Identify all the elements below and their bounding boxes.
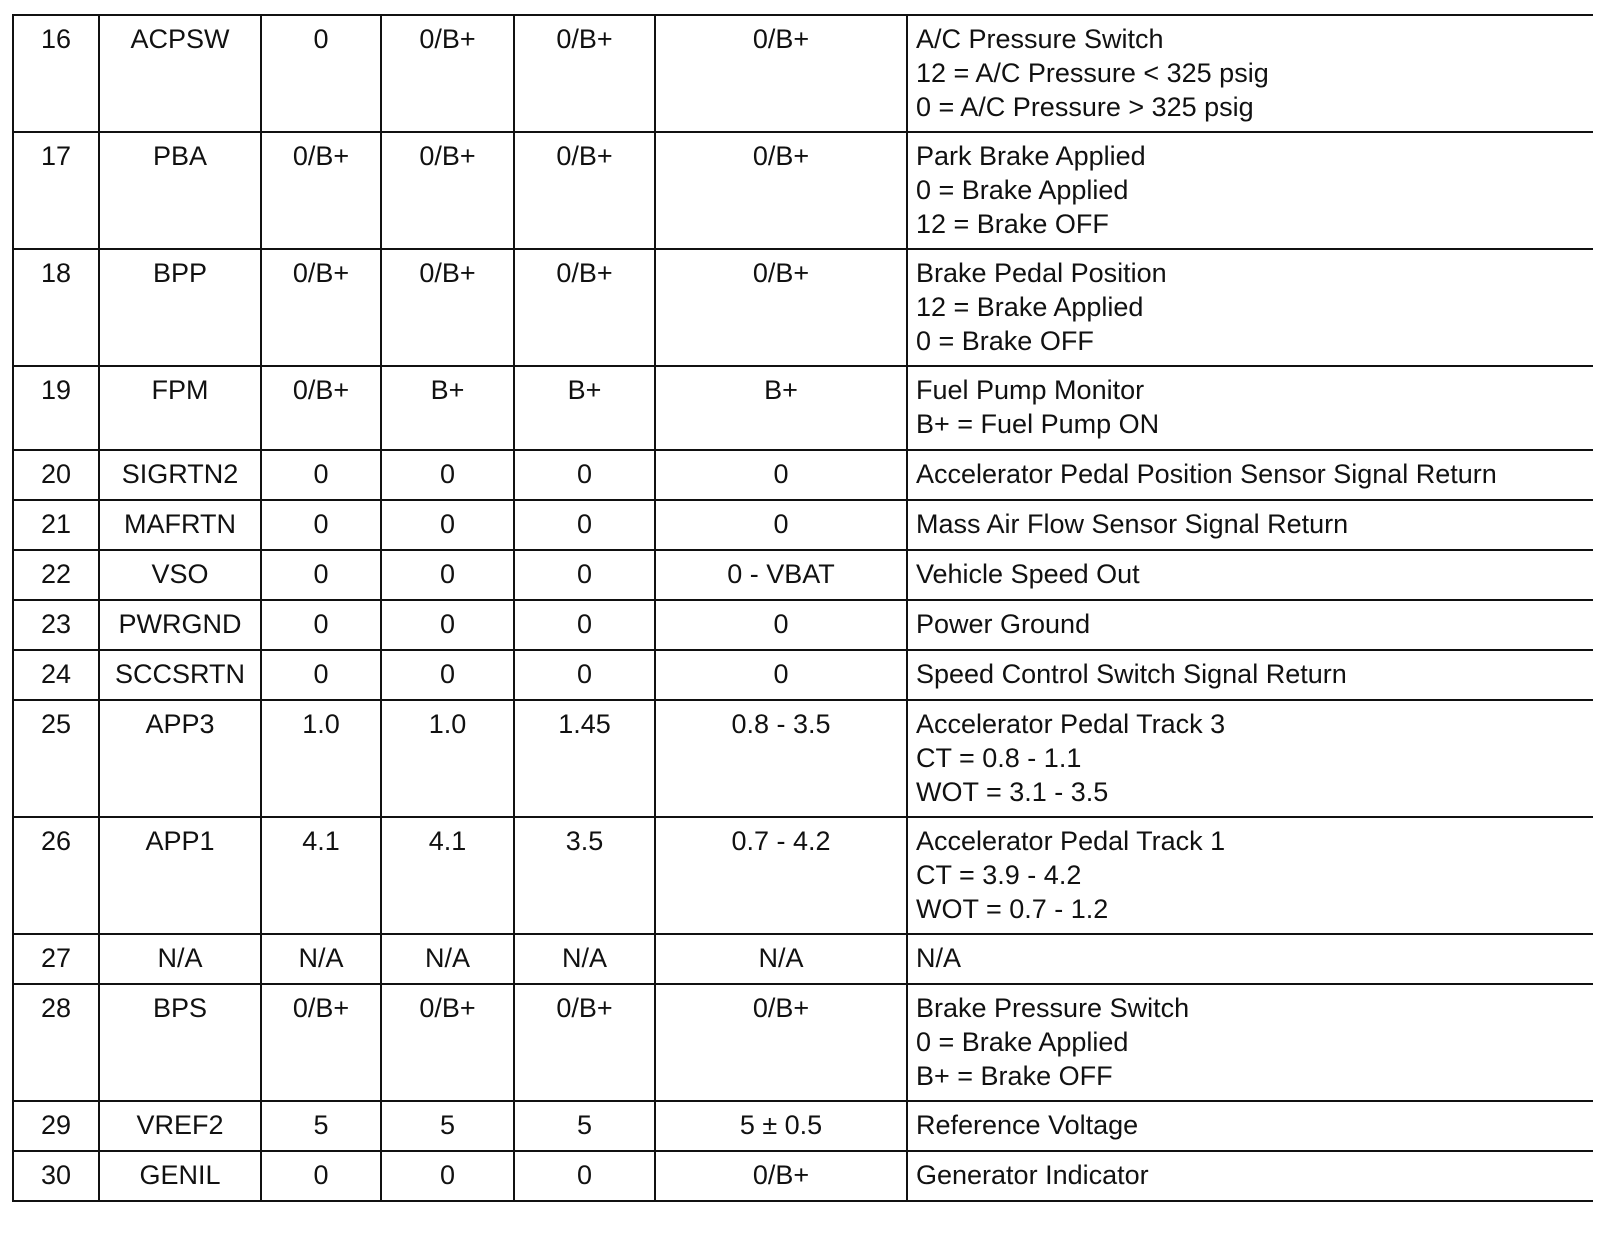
description-cell [907,15,1593,132]
description-line: A/C Pressure Switch [916,24,1164,54]
value-1-cell: 0 [261,550,381,600]
signal-name-cell: SCCSRTN [99,650,261,700]
value-2-cell: N/A [381,934,514,984]
signal-name-cell: FPM [99,366,261,450]
table-row [13,700,1593,817]
value-1-cell: 0 [261,650,381,700]
value-2-cell: 0 [381,650,514,700]
signal-name-cell: BPP [99,249,261,366]
description-cell [907,132,1593,249]
signal-name-cell: VREF2 [99,1101,261,1151]
value-2-cell: 0/B+ [381,984,514,1101]
description-cell [907,249,1593,366]
description-line: Fuel Pump Monitor [916,375,1145,405]
description-line: CT = 3.9 - 4.2 [916,860,1082,890]
description-cell [907,450,1593,500]
table-row [13,984,1593,1101]
value-2-cell: 0 [381,600,514,650]
value-1-cell: 1.0 [261,700,381,817]
description-line: Accelerator Pedal Track 1 [916,826,1226,856]
table-row [13,934,1593,984]
description-line: 12 = A/C Pressure < 325 psig [916,58,1269,88]
signal-name-cell: BPS [99,984,261,1101]
table-row [13,650,1593,700]
pin-number-cell: 24 [13,650,99,700]
table-row [13,1151,1593,1201]
value-3-cell: 0/B+ [514,15,655,132]
description-line: Accelerator Pedal Track 3 [916,709,1226,739]
value-1-cell: 5 [261,1101,381,1151]
description-line: Mass Air Flow Sensor Signal Return [916,509,1349,539]
description-line: Accelerator Pedal Position Sensor Signal Return [916,459,1497,489]
description-line: Vehicle Speed Out [916,559,1140,589]
description-cell [907,700,1593,817]
value-range-cell: N/A [655,934,907,984]
signal-name-cell: PBA [99,132,261,249]
pin-table-body [13,15,1593,1201]
description-line: Brake Pedal Position [916,258,1167,288]
table-row [13,1101,1593,1151]
description-cell [907,500,1593,550]
value-2-cell: 4.1 [381,817,514,934]
value-3-cell: 0 [514,450,655,500]
pin-number-cell: 22 [13,550,99,600]
value-range-cell: 0 [655,450,907,500]
description-line: B+ = Fuel Pump ON [916,409,1160,439]
value-range-cell: 0 [655,500,907,550]
value-1-cell: 4.1 [261,817,381,934]
value-2-cell: 0 [381,450,514,500]
table-row [13,600,1593,650]
signal-name-cell: APP3 [99,700,261,817]
description-cell [907,984,1593,1101]
pin-number-cell: 17 [13,132,99,249]
description-line: Reference Voltage [916,1110,1139,1140]
value-2-cell: 0/B+ [381,132,514,249]
value-2-cell: B+ [381,366,514,450]
description-cell [907,1151,1593,1201]
value-3-cell: 5 [514,1101,655,1151]
value-2-cell: 0/B+ [381,249,514,366]
value-range-cell: 0/B+ [655,15,907,132]
pin-number-cell: 20 [13,450,99,500]
value-3-cell: B+ [514,366,655,450]
value-range-cell: 0 [655,600,907,650]
description-line: N/A [916,943,962,973]
table-row [13,132,1593,249]
signal-name-cell: GENIL [99,1151,261,1201]
value-3-cell: 0 [514,600,655,650]
pin-number-cell: 28 [13,984,99,1101]
value-3-cell: 0 [514,500,655,550]
value-2-cell: 0 [381,550,514,600]
signal-name-cell: N/A [99,934,261,984]
value-1-cell: N/A [261,934,381,984]
value-range-cell: 0 [655,650,907,700]
value-1-cell: 0/B+ [261,132,381,249]
table-row [13,450,1593,500]
description-cell [907,550,1593,600]
signal-name-cell: APP1 [99,817,261,934]
value-range-cell: 0 - VBAT [655,550,907,600]
description-line: WOT = 3.1 - 3.5 [916,777,1109,807]
value-range-cell: B+ [655,366,907,450]
value-3-cell: N/A [514,934,655,984]
value-1-cell: 0 [261,600,381,650]
signal-name-cell: PWRGND [99,600,261,650]
description-line: Generator Indicator [916,1160,1149,1190]
value-2-cell: 5 [381,1101,514,1151]
value-1-cell: 0/B+ [261,366,381,450]
description-line: 0 = Brake Applied [916,1027,1129,1057]
pin-number-cell: 18 [13,249,99,366]
value-2-cell: 0 [381,1151,514,1201]
pin-number-cell: 27 [13,934,99,984]
description-line: 0 = A/C Pressure > 325 psig [916,92,1254,122]
pin-number-cell: 21 [13,500,99,550]
value-1-cell: 0 [261,500,381,550]
table-row [13,500,1593,550]
table-row [13,366,1593,450]
description-line: Power Ground [916,609,1091,639]
pin-number-cell: 25 [13,700,99,817]
value-1-cell: 0 [261,1151,381,1201]
table-row [13,15,1593,132]
pin-number-cell: 26 [13,817,99,934]
description-line: Brake Pressure Switch [916,993,1190,1023]
value-1-cell: 0/B+ [261,249,381,366]
pin-number-cell: 23 [13,600,99,650]
description-line: 12 = Brake Applied [916,292,1144,322]
description-cell [907,934,1593,984]
description-line: Park Brake Applied [916,141,1146,171]
value-3-cell: 0/B+ [514,984,655,1101]
value-3-cell: 0 [514,1151,655,1201]
value-3-cell: 3.5 [514,817,655,934]
description-line: 12 = Brake OFF [916,209,1109,239]
value-range-cell: 0.7 - 4.2 [655,817,907,934]
value-3-cell: 0/B+ [514,132,655,249]
description-line: Speed Control Switch Signal Return [916,659,1347,689]
description-line: 0 = Brake Applied [916,175,1129,205]
value-range-cell: 0/B+ [655,132,907,249]
signal-name-cell: SIGRTN2 [99,450,261,500]
pin-table [12,14,1593,1202]
value-range-cell: 0/B+ [655,249,907,366]
description-cell [907,366,1593,450]
value-1-cell: 0 [261,450,381,500]
description-cell [907,600,1593,650]
description-line: CT = 0.8 - 1.1 [916,743,1082,773]
table-row [13,817,1593,934]
value-1-cell: 0 [261,15,381,132]
table-row [13,249,1593,366]
value-3-cell: 0 [514,650,655,700]
value-3-cell: 0/B+ [514,249,655,366]
description-line: B+ = Brake OFF [916,1061,1113,1091]
description-line: 0 = Brake OFF [916,326,1094,356]
description-cell [907,650,1593,700]
value-3-cell: 1.45 [514,700,655,817]
signal-name-cell: MAFRTN [99,500,261,550]
value-range-cell: 0/B+ [655,984,907,1101]
pin-number-cell: 19 [13,366,99,450]
table-row [13,550,1593,600]
description-line: WOT = 0.7 - 1.2 [916,894,1109,924]
value-2-cell: 1.0 [381,700,514,817]
description-cell [907,1101,1593,1151]
description-cell [907,817,1593,934]
pin-number-cell: 29 [13,1101,99,1151]
value-3-cell: 0 [514,550,655,600]
pin-number-cell: 30 [13,1151,99,1201]
value-range-cell: 0.8 - 3.5 [655,700,907,817]
value-range-cell: 5 ± 0.5 [655,1101,907,1151]
value-2-cell: 0 [381,500,514,550]
value-2-cell: 0/B+ [381,15,514,132]
signal-name-cell: VSO [99,550,261,600]
value-range-cell: 0/B+ [655,1151,907,1201]
value-1-cell: 0/B+ [261,984,381,1101]
signal-name-cell: ACPSW [99,15,261,132]
pin-number-cell: 16 [13,15,99,132]
